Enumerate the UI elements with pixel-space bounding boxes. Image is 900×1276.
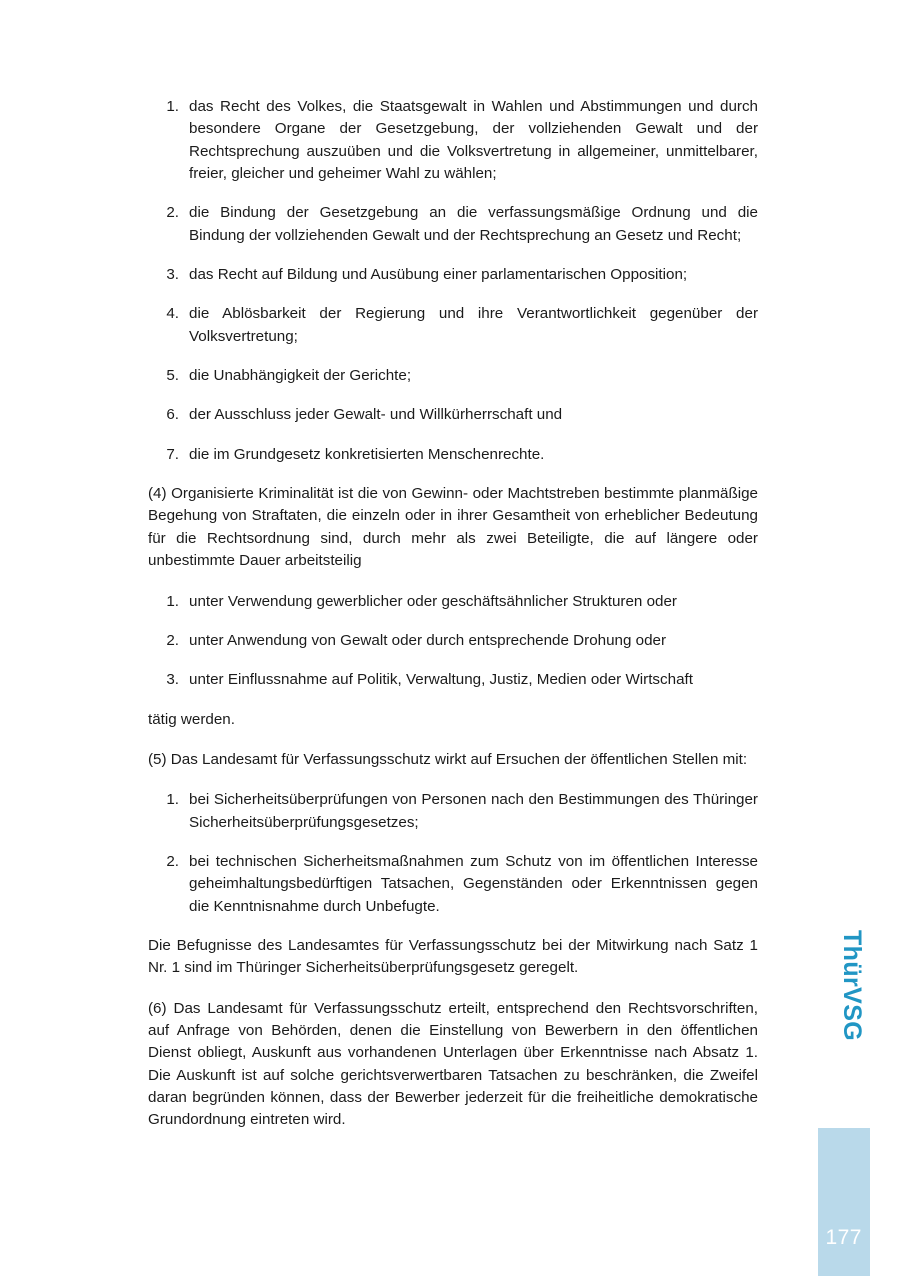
list-item-number: 4. [166, 305, 179, 323]
numbered-list-group-3 [153, 789, 758, 918]
list-item-text: unter Einflussnahme auf Politik, Verwaltung, Justiz, Medien oder Wirtschaft [189, 671, 693, 689]
list-item-text: bei technischen Sicherheitsmaßnahmen zum Schutz von im öffentlichen Interesse geheimhaltungsbedürftigen Tatsachen, Gegenständen oder Erkenntnissen gegen die Kenntnisnahme durch Unbefugte. [189, 852, 758, 915]
list-item-number: 1. [166, 98, 179, 115]
list-item-number: 3. [166, 671, 179, 689]
list-item-number: 3. [166, 266, 179, 284]
list-item-text: das Recht auf Bildung und Ausübung einer parlamentarischen Opposition; [189, 266, 688, 284]
list-item [153, 264, 758, 286]
list-item-number: 1. [166, 791, 179, 809]
list-item-number: 1. [166, 592, 179, 610]
list-item-text: unter Verwendung gewerblicher oder geschäftsähnlicher Strukturen oder [189, 592, 677, 610]
list-item [153, 202, 758, 247]
list-item-text: unter Anwendung von Gewalt oder durch entsprechende Drohung oder [189, 631, 667, 649]
list-item-text: die Bindung der Gesetzgebung an die verfassungsmäßige Ordnung und die Bindung der vollziehenden Gewalt und der Rechtsprechung an Gesetz und Recht; [189, 204, 758, 244]
list-item [153, 669, 758, 691]
list-item-number: 6. [166, 406, 179, 424]
list-item-number: 7. [166, 445, 179, 463]
list-item [153, 851, 758, 918]
paragraph-6: (6) Das Landesamt für Verfassungsschutz erteilt, entsprechend den Rechtsvorschriften, auf Anfrage von Behörden, denen die Einstellung von Bewerbern in den öffentlichen Dienst obliegt, Auskunft aus vorhandenen Unterlagen über Erkenntnisse nach Absatz 1. Die Auskunft ist auf solche gerichtsverwertbaren Tatsachen zu beschränken, die Zweifel daran begründen können, dass der Bewerber jederzeit für die freiheitliche demokratische Grundordnung eintreten wird. [148, 999, 758, 1129]
list-item [153, 789, 758, 834]
side-tab-marker [818, 1128, 870, 1276]
list-item-number: 2. [166, 852, 179, 870]
list-item-text: die Unabhängigkeit der Gerichte; [189, 367, 412, 385]
list-item-text: die im Grundgesetz konkretisierten Menschenrechte. [189, 445, 545, 463]
list-item [153, 96, 758, 185]
list-item [153, 303, 758, 348]
list-item [153, 404, 758, 426]
paragraph-4: (4) Organisierte Kriminalität ist die von Gewinn- oder Machtstreben bestimmte planmäßige Begehung von Straftaten, die einzeln oder in ihrer Gesamtheit von erheblicher Bedeutung für die Rechtsordnung sind, durch mehr als zwei Beteiligte, die auf längere oder unbestimmte Dauer arbeitsteilig [148, 485, 758, 570]
list-item [153, 444, 758, 466]
list-item-text: bei Sicherheitsüberprüfungen von Personen nach den Bestimmungen des Thüringer Sicherheitsüberprüfungsgesetzes; [189, 791, 758, 831]
list-item-text: die Ablösbarkeit der Regierung und ihre Verantwortlichkeit gegenüber der Volksvertretung; [189, 305, 758, 345]
list-item-number: 5. [166, 367, 179, 385]
paragraph-taetig-werden: tätig werden. [148, 710, 235, 728]
page-content [148, 96, 758, 1150]
paragraph-5: (5) Das Landesamt für Verfassungsschutz wirkt auf Ersuchen der öffentlichen Stellen mit: [148, 750, 748, 768]
list-item [153, 591, 758, 613]
numbered-list-group-1 [153, 96, 758, 466]
numbered-list-group-2 [153, 591, 758, 692]
list-item [153, 365, 758, 387]
list-item [153, 630, 758, 652]
side-tab-label: ThürVSG [838, 930, 866, 1042]
list-item-number: 2. [166, 631, 179, 649]
list-item-text: das Recht des Volkes, die Staatsgewalt in Wahlen und Abstimmungen und durch besondere Organe der Gesetzgebung, der vollziehenden Gewalt und der Rechtsprechung auszuüben und die Volksvertretung in allgemeiner, unmittelbarer, freier, gleicher und geheimer Wahl zu wählen; [189, 98, 758, 183]
paragraph-befugnisse: Die Befugnisse des Landesamtes für Verfassungsschutz bei der Mitwirkung nach Satz 1 Nr. 1 sind im Thüringer Sicherheitsüberprüfungsgesetz geregelt. [148, 936, 758, 977]
list-item-number: 2. [166, 204, 179, 222]
list-item-text: der Ausschluss jeder Gewalt- und Willkürherrschaft und [189, 406, 563, 424]
page-number: 177 [825, 1226, 862, 1249]
